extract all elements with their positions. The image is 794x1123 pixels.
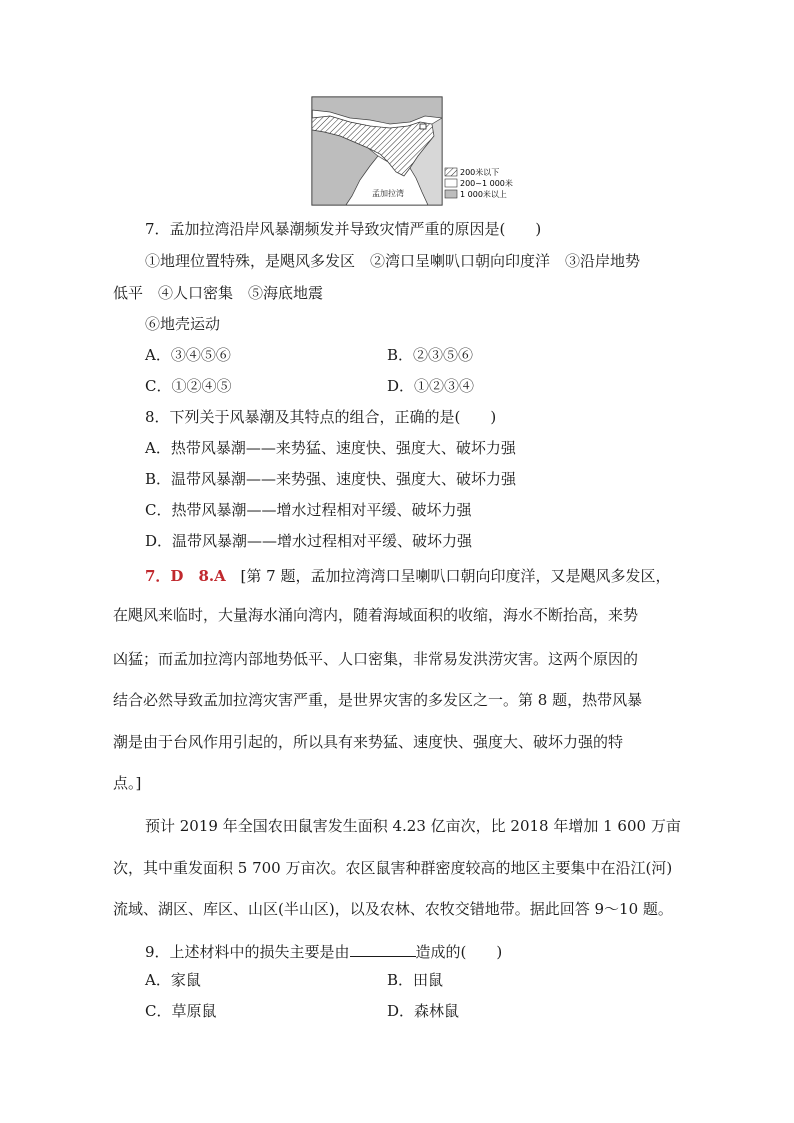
q9-option-c[interactable]: C．草原鼠 [145, 1002, 217, 1020]
q9-fill-blank[interactable] [350, 940, 416, 957]
answer-line-6: 点。] [113, 774, 142, 792]
legend-label-1: 200米以下 [460, 168, 500, 177]
q8-option-b[interactable]: B．温带风暴潮——来势强、速度快、强度大、破坏力强 [145, 470, 517, 488]
q7-stem: 7．孟加拉湾沿岸风暴潮频发并导致灾情严重的原因是( ) [145, 220, 542, 238]
answer-line-5: 潮是由于台风作用引起的，所以具有来势猛、速度快、强度大、破坏力强的特 [113, 733, 624, 751]
legend-label-3: 1 000米以上 [460, 190, 507, 199]
q8-option-a[interactable]: A．热带风暴潮——来势猛、速度快、强度大、破坏力强 [145, 439, 516, 457]
q9-option-a[interactable]: A．家鼠 [145, 971, 201, 989]
q9-option-d[interactable]: D．森林鼠 [387, 1002, 460, 1020]
q9-option-b[interactable]: B．田鼠 [387, 971, 444, 989]
answer-line-1 [145, 566, 670, 586]
q9-stem [145, 940, 502, 962]
q8-option-d[interactable]: D．温带风暴潮——增水过程相对平缓、破坏力强 [145, 532, 473, 550]
map-place-label: 孟加拉湾 [372, 189, 404, 198]
q7-option-a[interactable]: A．③④⑤⑥ [145, 346, 231, 364]
q7-choices-line1: ①地理位置特殊，是飓风多发区 ②湾口呈喇叭口朝向印度洋 ③沿岸地势 [145, 252, 641, 270]
q9-stem-pre: 9．上述材料中的损失主要是由 [145, 943, 350, 961]
material-line-1: 预计 2019 年全国农田鼠害发生面积 4.23 亿亩次，比 2018 年增加 1 600 万亩 [145, 817, 681, 835]
q7-option-b[interactable]: B．②③⑤⑥ [387, 346, 474, 364]
q7-choices-line3: ⑥地壳运动 [145, 315, 221, 333]
material-line-2: 次，其中重发面积 5 700 万亩次。农区鼠害种群密度较高的地区主要集中在沿江(河) [113, 859, 673, 877]
legend-label-2: 200~1 000米 [460, 179, 513, 188]
q7-choices-line2: 低平 ④人口密集 ⑤海底地震 [113, 284, 324, 302]
q7-option-c[interactable]: C．①②④⑤ [145, 377, 232, 395]
q7-option-d[interactable]: D．①②③④ [387, 377, 475, 395]
answer-key: 7．D 8.A [145, 567, 226, 585]
legend-swatch-lowland [445, 168, 457, 176]
q9-stem-post: 造成的( ) [415, 943, 503, 961]
answer-line-2: 在飓风来临时，大量海水涌向湾内，随着海域面积的收缩，海水不断抬高，来势 [113, 606, 639, 624]
material-line-3: 流域、湖区、库区、山区(半山区)，以及农林、农牧交错地带。据此回答 9～10 题。 [113, 900, 673, 918]
bay-of-bengal-map [310, 96, 542, 208]
q8-stem: 8．下列关于风暴潮及其特点的组合，正确的是( ) [145, 408, 497, 426]
answer-line-3: 凶猛；而孟加拉湾内部地势低平、人口密集，非常易发洪涝灾害。这两个原因的 [113, 650, 639, 668]
answer-text-1: [第 7 题，孟加拉湾湾口呈喇叭口朝向印度洋，又是飓风多发区， [240, 567, 671, 585]
legend-swatch-mid [445, 179, 457, 187]
legend-swatch-high [445, 190, 457, 198]
answer-line-4: 结合必然导致孟加拉湾灾害严重，是世界灾害的多发区之一。第 8 题，热带风暴 [113, 691, 643, 709]
q8-option-c[interactable]: C．热带风暴潮——增水过程相对平缓、破坏力强 [145, 501, 472, 519]
